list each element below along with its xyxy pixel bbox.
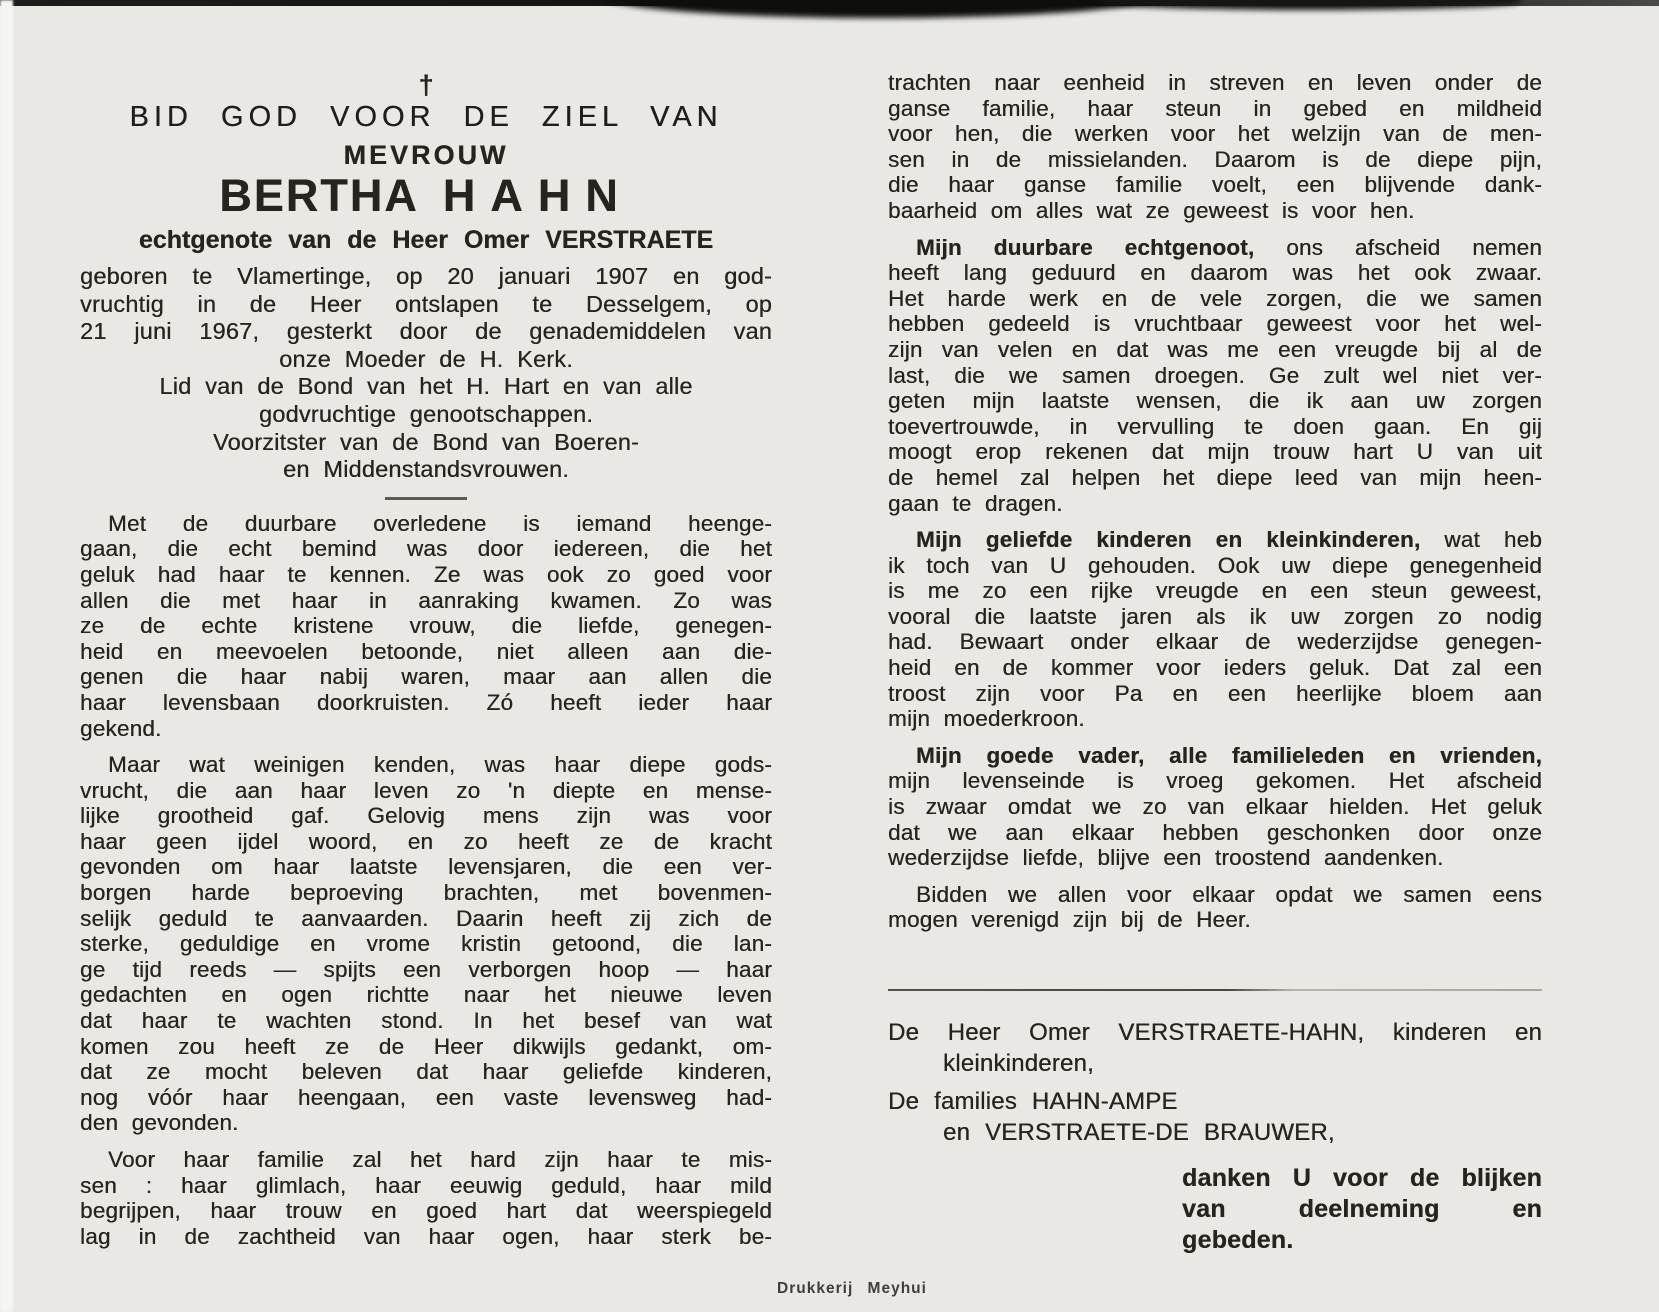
- text-line: hebben gedeeld is vruchtbaar geweest voor het wel-: [888, 311, 1542, 337]
- text-line: sen : haar glimlach, haar eeuwig geduld, haar mild: [80, 1172, 772, 1198]
- text-line: geboren te Vlamertinge, op 20 januari 1907 en god-: [80, 263, 772, 289]
- text-line: ik toch van U gehouden. Ook uw diepe genegenheid: [888, 552, 1542, 578]
- text-line: dat we aan elkaar hebben geschonken door onze: [888, 819, 1542, 845]
- biography-block: [80, 263, 772, 484]
- text-line: en VERSTRAETE-DE BRAUWER,: [943, 1118, 1335, 1146]
- text-line: wederzijdse liefde, blijve een troostend aandenken.: [888, 845, 1444, 871]
- text-line: vrucht, die aan haar leven zo 'n diepte en mense-: [80, 777, 772, 803]
- text-line: baarheid om alles wat ze geweest is voor hen.: [888, 197, 1415, 223]
- text-line: moogt erop rekenen dat mijn trouw hart U van uit: [888, 439, 1542, 465]
- text-line: trachten naar eenheid in streven en leven onder de: [888, 70, 1542, 95]
- scan-shadow-blob: [600, 0, 1160, 18]
- text-line: selijk geduld te aanvaarden. Daarin heeft zij zich de: [80, 905, 772, 931]
- text-line: dat haar te wachten stond. In het besef van wat: [80, 1008, 772, 1034]
- text-line: troost zijn voor Pa en een heerlijke bloem aan: [888, 680, 1542, 706]
- scan-left-edge: [0, 0, 13, 1312]
- text-line: is me zo een rijke vreugde en een steun geweest,: [888, 578, 1542, 604]
- text-line: mogen verenigd zijn bij de Heer.: [888, 907, 1251, 933]
- text-line: nog vóór haar heengaan, een vaste levensweg had-: [80, 1084, 772, 1110]
- name-given: BERTHA: [219, 170, 419, 221]
- name-family: HAHN: [442, 170, 633, 221]
- text-line: den gevonden.: [80, 1110, 239, 1136]
- text-line: vooral die laatste jaren als ik uw zorgen zo nodig: [888, 603, 1542, 629]
- left-column: [80, 70, 772, 1249]
- acknowledgement-block: [888, 1018, 1542, 1148]
- section-divider: [385, 497, 467, 500]
- text-line: mijn moederkroon.: [888, 706, 1085, 732]
- text-line: heid en de kommer voor ieders geluk. Dat zal een: [888, 655, 1542, 681]
- text-line: heid en meevoelen betoonde, niet alleen aan die-: [80, 638, 772, 664]
- text-line: haar levensbaan doorkruisten. Zó heeft ieder haar: [80, 689, 772, 715]
- text-line: onze Moeder de H. Kerk.: [279, 345, 573, 372]
- card-header: [80, 70, 772, 254]
- bold-lead: danken U voor de blijken: [1182, 1164, 1542, 1192]
- text-line: Maar wat weinigen kenden, was haar diepe gods-: [108, 752, 772, 778]
- text-line: gaan, die echt bemind was door iedereen, die het: [80, 536, 772, 562]
- text-line: borgen harde beproeving brachten, met bovenmen-: [80, 880, 772, 906]
- text-line: De Heer Omer VERSTRAETE-HAHN, kinderen en: [888, 1019, 1542, 1046]
- text-line: Lid van de Bond van het H. Hart en van alle: [159, 373, 693, 400]
- text-line: had. Bewaart onder elkaar de wederzijdse genegen-: [888, 629, 1542, 655]
- text-line: geten mijn laatste wensen, die ik aan uw zorgen: [888, 388, 1542, 414]
- text-line: zijn van velen en dat was me een vreugde bij al de: [888, 336, 1542, 362]
- eulogy-text-left: [80, 511, 772, 1250]
- text-line: vruchtig in de Heer ontslapen te Desselgem, op: [80, 290, 772, 317]
- text-line: kleinkinderen,: [943, 1049, 1094, 1077]
- text-line: is zwaar omdat we zo van elkaar hielden. Het geluk: [888, 794, 1542, 820]
- text-line: geluk had haar te kennen. Ze was ook zo goed voor: [80, 561, 772, 587]
- cross-icon: †: [418, 70, 434, 100]
- text-line: Voorzitster van de Bond van Boeren-: [212, 428, 640, 455]
- text-line: gaan te dragen.: [888, 490, 1063, 516]
- text-line: dat ze mocht beleven dat haar geliefde kinderen,: [80, 1059, 772, 1085]
- text-line: gedachten en ogen richtte naar het nieuwe leven: [80, 982, 772, 1008]
- bold-lead: van deelneming en gebeden.: [1182, 1195, 1542, 1254]
- right-column: [888, 70, 1542, 1256]
- text-line: heeft lang geduurd en daarom was het ook zwaar.: [888, 260, 1542, 286]
- text-line: lijke grootheid gaf. Gelovig mens zijn was voor: [80, 803, 772, 829]
- text-line: begrijpen, haar trouw en goed hart dat weerspiegeld: [80, 1198, 772, 1224]
- printer-credit: Drukkerij Meyhui: [777, 1280, 927, 1297]
- bold-lead: Mijn goede vader, alle familieleden en vrienden,: [916, 742, 1542, 768]
- eulogy-text-right: [888, 70, 1542, 933]
- text-line: die haar ganse familie voelt, een blijvende dank-: [888, 172, 1542, 198]
- text-line: godvruchtige genootschappen.: [258, 400, 593, 427]
- honorific-label: MEVROUW: [343, 140, 509, 170]
- text-line: [1182, 1194, 1542, 1256]
- text-line: gekend.: [80, 715, 162, 741]
- text-line: ge tijd reeds — spijts een verborgen hoop — haar: [80, 956, 772, 982]
- text-line: genen die haar nabij waren, maar aan allen die: [80, 664, 772, 690]
- text-line: sen in de missielanden. Daarom is de diepe pijn,: [888, 146, 1542, 172]
- text-line: ganse familie, haar steun in gebed en mildheid: [888, 95, 1542, 121]
- text-line: Mijn geliefde kinderen en kleinkinderen, wat heb: [916, 527, 1543, 553]
- text-line: komen zou heeft ze de Heer dikwijls gedankt, om-: [80, 1033, 772, 1059]
- text-line: voor hen, die werken voor het welzijn van de men-: [888, 121, 1542, 147]
- text-line: ze de echte kristene vrouw, die liefde, genegen-: [80, 613, 772, 639]
- text-line: last, die we samen droegen. Ge zult wel niet ver-: [888, 362, 1542, 388]
- text-line: allen die met haar in aanraking kwamen. Zo was: [80, 587, 772, 613]
- text-line: 21 juni 1967, gesterkt door de genademiddelen van: [80, 318, 772, 345]
- text-line: Met de duurbare overledene is iemand heenge-: [108, 510, 772, 536]
- text-line: [888, 743, 1542, 769]
- scan-shadow-blob: [1100, 0, 1520, 10]
- text-line: Bidden we allen voor elkaar opdat we samen eens: [916, 881, 1542, 907]
- text-line: [1182, 1163, 1542, 1194]
- text-line: haar geen ijdel woord, en zo heeft ze de kracht: [80, 828, 772, 854]
- text-line: gevonden om haar laatste levensjaren, die een ver-: [80, 854, 772, 880]
- text-line: mijn levenseinde is vroeg gekomen. Het afscheid: [888, 768, 1542, 794]
- text-line: en Middenstandsvrouwen.: [283, 456, 569, 483]
- spouse-line: echtgenote van de Heer Omer VERSTRAETE: [138, 226, 714, 254]
- text-line: lag in de zachtheid van haar ogen, haar sterk be-: [80, 1223, 772, 1249]
- text-line: toevertrouwde, in vervulling te doen gaan. En gij: [888, 413, 1542, 439]
- text-line: sterke, geduldige en vrome kristin getoond, die lan-: [80, 931, 772, 957]
- bold-lead: Mijn duurbare echtgenoot,: [916, 234, 1255, 260]
- text-line: de hemel zal helpen het diepe leed van mijn heen-: [888, 464, 1542, 490]
- text-line: Het harde werk en de vele zorgen, die we samen: [888, 285, 1542, 311]
- section-divider: [888, 989, 1542, 991]
- thanks-block: [1182, 1163, 1542, 1256]
- text-line: De families HAHN-AMPE: [888, 1088, 1178, 1115]
- text-line: Mijn duurbare echtgenoot, ons afscheid nemen: [916, 234, 1542, 260]
- invocation-line: BID GOD VOOR DE ZIEL VAN: [129, 101, 723, 133]
- text-line: Voor haar familie zal het hard zijn haar te mis-: [108, 1147, 772, 1172]
- deceased-name: [80, 172, 772, 220]
- bold-lead: Mijn geliefde kinderen en kleinkinderen,: [916, 527, 1421, 553]
